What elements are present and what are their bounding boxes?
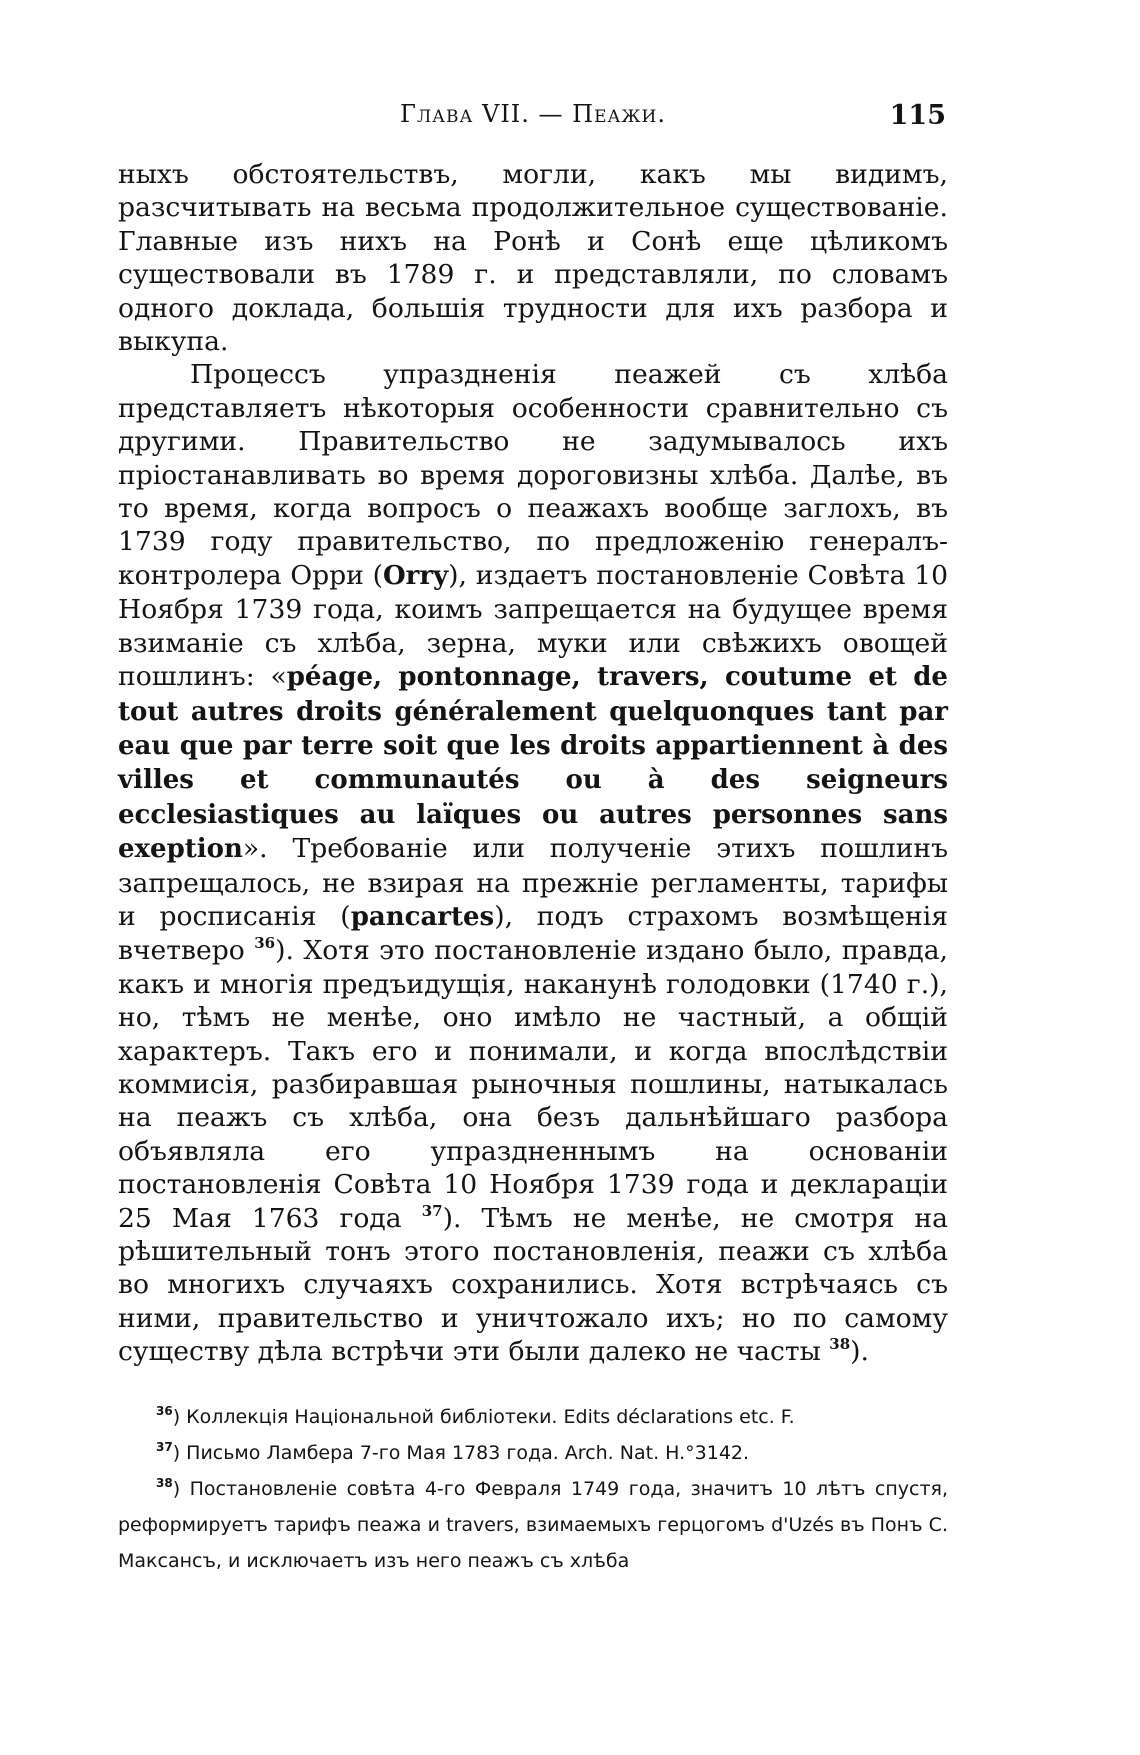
paragraph-text: ». Требованіе или полученіе этихъ пошлинъ запрещалось, не взирая на прежніе регламенты, тарифы и росписанія ( xyxy=(118,833,948,932)
footnote-text: ) Письмо Ламбера 7-го Мая 1783 года. Arch. Nat. H.°3142. xyxy=(172,1441,750,1464)
footnote-mark: 37 xyxy=(156,1439,173,1454)
chapter-title: Глава VII. — Пеажи. xyxy=(400,100,666,128)
footnote xyxy=(118,1471,948,1579)
book-page xyxy=(118,100,948,1579)
footnotes xyxy=(118,1399,948,1579)
footnote xyxy=(118,1399,948,1435)
french-term: Orry xyxy=(383,560,449,591)
paragraph-text: ). Хотя это постановленіе издано было, правда, какъ и многія предъидущія, наканунѣ голодовки (1740 г.), но, тѣмъ не менѣе, оно имѣло не частный, а общій характеръ. Такъ его и понимали, и когда впослѣдствіи коммисія, разбиравшая рыночныя пошлины, натыкалась на пеажъ съ хлѣба, она безъ дальнѣйшаго разбора объявляла его упраздненнымъ на основаніи постановленія Совѣта 10 Ноября 1739 года и деклараціи 25 Мая 1763 года xyxy=(118,935,949,1234)
footnote-ref: 38 xyxy=(829,1335,851,1354)
running-head xyxy=(118,100,948,136)
paragraph-text: ), издаетъ постановленіе Совѣта 10 Ноября 1739 года, коимъ запрещается на будущее время взиманіе съ хлѣба, зерна, муки или свѣжихъ овощей пошлинъ: « xyxy=(118,559,948,693)
footnote xyxy=(118,1435,948,1471)
paragraph-continued xyxy=(118,158,948,358)
footnote-text: ) Постановленіе совѣта 4-го Февраля 1749 года, значитъ 10 лѣтъ спустя, реформируетъ тарифъ пеажа и travers, взимаемыхъ герцогомъ d'Uzés въ Понъ С. Максансъ, и исключаетъ изъ него пеажъ съ хлѣба xyxy=(118,1477,948,1572)
paragraph-text: ), подъ страхомъ возмѣщенія вчетверо xyxy=(118,900,948,967)
page-number: 115 xyxy=(889,100,946,131)
footnote-mark: 36 xyxy=(156,1403,173,1418)
footnote-ref: 37 xyxy=(421,1201,443,1220)
footnote-text: ) Коллекція Національной библіотеки. Edits déclarations etc. F. xyxy=(172,1405,795,1428)
footnote-ref: 36 xyxy=(254,934,276,953)
paragraph-text: ныхъ обстоятельствъ, могли, какъ мы видимъ, разсчитывать на весьма продолжительное существованіе. Главные изъ нихъ на Ронѣ и Сонѣ еще цѣликомъ существовали въ 1789 г. и представляли, по словамъ одного доклада, большія трудности для ихъ разбора и выкупа. xyxy=(118,159,948,358)
paragraph-peage-abolition xyxy=(118,358,948,1368)
french-quote: péage, pontonnage, travers, coutume et de tout autres droits généralement quelquonques tant par eau que par terre soit que les droits appartiennent à des villes et communautés ou à des seigneurs ecclesiastiques au laïques ou autres personnes sans exeption xyxy=(118,662,948,865)
paragraph-text: ). xyxy=(850,1336,869,1368)
footnote-mark: 38 xyxy=(156,1475,173,1490)
paragraph-text: ). Тѣмъ не менѣе, не смотря на рѣшительный тонъ этого постановленія, пеажи съ хлѣба во многихъ случаяхъ сохранились. Хотя встрѣчаясь съ ними, правительство и уничтожало ихъ; но по самому существу дѣла встрѣчи эти были далеко не часты xyxy=(118,1202,948,1368)
french-term: pancartes xyxy=(350,901,495,932)
paragraph-text: Процессъ упраздненія пеажей съ хлѣба представляетъ нѣкоторыя особенности сравнительно съ другими. Правительство не задумывалось ихъ пріостанавливать во время дороговизны хлѣба. Далѣе, въ то время, когда вопросъ о пеажахъ вообще заглохъ, въ 1739 году правительство, по предложенію генералъ-контролера Орри ( xyxy=(118,359,948,591)
